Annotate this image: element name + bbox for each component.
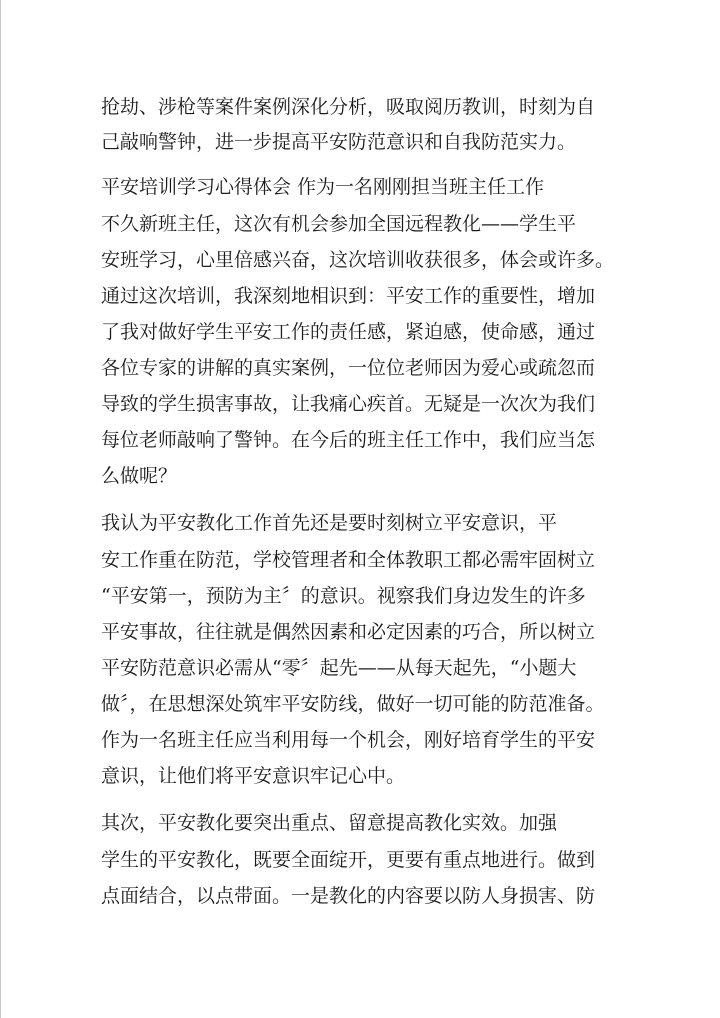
text-line: 意识，让他们将平安意识牢记心中。 [101, 765, 406, 787]
text-line: 作为一名班主任应当利用每一个机会，刚好培育学生的平安 [101, 729, 596, 751]
text-line: 做〞，在思想深处筑牢平安防线，做好一切可能的防范准备。 [101, 693, 605, 715]
text-line: 己敲响警钟，进一步提高平安防范意识和自我防范实力。 [101, 131, 577, 153]
text-line: 抢劫、涉枪等案件案例深化分析，吸取阅历教训，时刻为自 [101, 96, 596, 118]
text-line: 导致的学生损害事故，让我痛心疾首。无疑是一次次为我们 [101, 393, 596, 415]
text-line: 其次，平安教化要突出重点、留意提高教化实效。加强 [101, 812, 558, 834]
text-line: 学生的平安教化，既要全面绽开，更要有重点地进行。做到 [101, 849, 596, 871]
text-line: 安工作重在防范，学校管理者和全体教职工都必需牢固树立 [101, 549, 596, 571]
text-line: 点面结合，以点带面。一是教化的内容要以防人身损害、防 [101, 885, 596, 907]
text-line: 平安事故，往往就是偶然因素和必定因素的巧合，所以树立 [101, 621, 596, 643]
text-line: 每位老师敲响了警钟。在今后的班主任工作中，我们应当怎 [101, 429, 596, 451]
text-line: 通过这次培训，我深刻地相识到：平安工作的重要性，增加 [101, 285, 596, 307]
text-line: 了我对做好学生平安工作的责任感，紧迫感，使命感，通过 [101, 321, 596, 343]
text-line: 平安防范意识必需从“零〞起先——从每天起先，“小题大 [101, 657, 577, 679]
text-line: 不久新班主任，这次有机会参加全国远程教化——学生平 [101, 213, 577, 235]
text-line: 安班学习，心里倍感兴奋，这次培训收获很多，体会或许多。 [101, 249, 615, 271]
text-line: 我认为平安教化工作首先还是要时刻树立平安意识，平 [101, 512, 558, 534]
text-line: 各位专家的讲解的真实案例，一位位老师因为爱心或疏忽而 [101, 357, 596, 379]
text-line: “平安第一，预防为主〞的意识。视察我们身边发生的许多 [101, 585, 586, 607]
text-line: 么做呢？ [101, 465, 178, 487]
text-line: 平安培训学习心得体会 作为一名刚刚担当班主任工作 [101, 176, 545, 198]
